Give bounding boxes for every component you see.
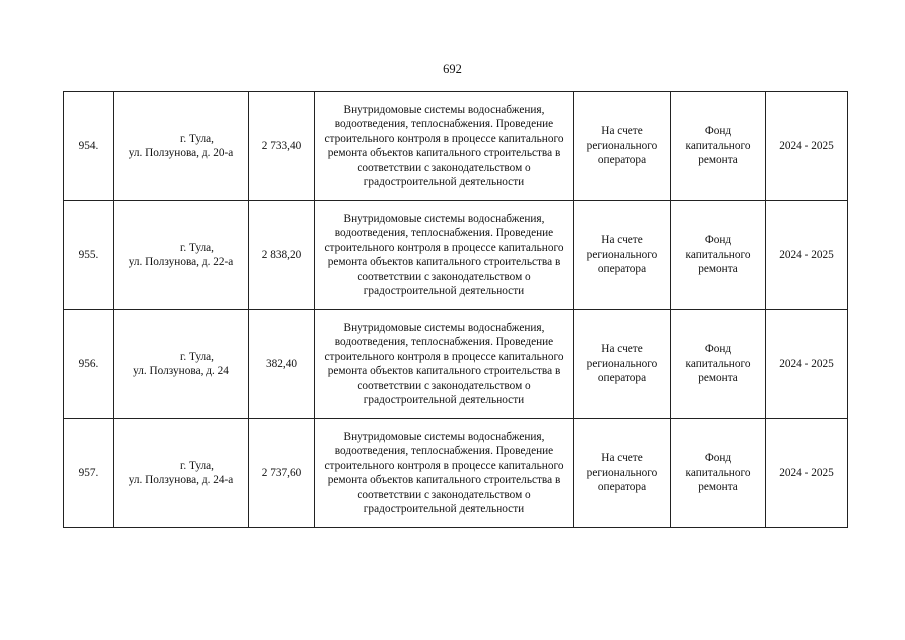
address-city: г. Тула, <box>180 350 214 363</box>
funding-cell: Фонд капитального ремонта <box>671 92 766 201</box>
address-city: г. Тула, <box>180 132 214 145</box>
area-cell: 2 733,40 <box>249 92 315 201</box>
table-row <box>64 201 848 310</box>
account-cell: На счете регионального оператора <box>574 310 671 419</box>
account-cell: На счете регионального оператора <box>574 419 671 528</box>
account-cell: На счете регионального оператора <box>574 92 671 201</box>
address-cell <box>114 310 249 419</box>
funding-cell: Фонд капитального ремонта <box>671 419 766 528</box>
capital-repair-table <box>63 91 848 528</box>
funding-cell: Фонд капитального ремонта <box>671 201 766 310</box>
address-city: г. Тула, <box>180 459 214 472</box>
table-row <box>64 419 848 528</box>
row-number: 956. <box>64 310 114 419</box>
address-cell <box>114 92 249 201</box>
address-street: ул. Ползунова, д. 22-а <box>128 256 234 268</box>
work-type-cell: Внутридомовые системы водоснабжения, водоотведения, теплоснабжения. Проведение строительного контроля в процессе капитального ремонта объектов капитального строительства в соответствии с законодательством о градостроительной деятельности <box>315 310 574 419</box>
account-cell: На счете регионального оператора <box>574 201 671 310</box>
area-cell: 2 737,60 <box>249 419 315 528</box>
area-cell: 382,40 <box>249 310 315 419</box>
period-cell: 2024 - 2025 <box>766 310 848 419</box>
address-street: ул. Ползунова, д. 20-а <box>128 147 234 159</box>
work-type-cell: Внутридомовые системы водоснабжения, водоотведения, теплоснабжения. Проведение строительного контроля в процессе капитального ремонта объектов капитального строительства в соответствии с законодательством о градостроительной деятельности <box>315 92 574 201</box>
row-number: 955. <box>64 201 114 310</box>
address-street: ул. Ползунова, д. 24-а <box>128 474 234 486</box>
period-cell: 2024 - 2025 <box>766 92 848 201</box>
address-street: ул. Ползунова, д. 24 <box>133 365 229 377</box>
row-number: 954. <box>64 92 114 201</box>
period-cell: 2024 - 2025 <box>766 419 848 528</box>
area-cell: 2 838,20 <box>249 201 315 310</box>
row-number: 957. <box>64 419 114 528</box>
work-type-cell: Внутридомовые системы водоснабжения, водоотведения, теплоснабжения. Проведение строительного контроля в процессе капитального ремонта объектов капитального строительства в соответствии с законодательством о градостроительной деятельности <box>315 419 574 528</box>
table-row <box>64 310 848 419</box>
address-cell <box>114 201 249 310</box>
page-number: 692 <box>443 62 462 76</box>
address-city: г. Тула, <box>180 241 214 254</box>
address-cell <box>114 419 249 528</box>
funding-cell: Фонд капитального ремонта <box>671 310 766 419</box>
table-row <box>64 92 848 201</box>
work-type-cell: Внутридомовые системы водоснабжения, водоотведения, теплоснабжения. Проведение строительного контроля в процессе капитального ремонта объектов капитального строительства в соответствии с законодательством о градостроительной деятельности <box>315 201 574 310</box>
period-cell: 2024 - 2025 <box>766 201 848 310</box>
